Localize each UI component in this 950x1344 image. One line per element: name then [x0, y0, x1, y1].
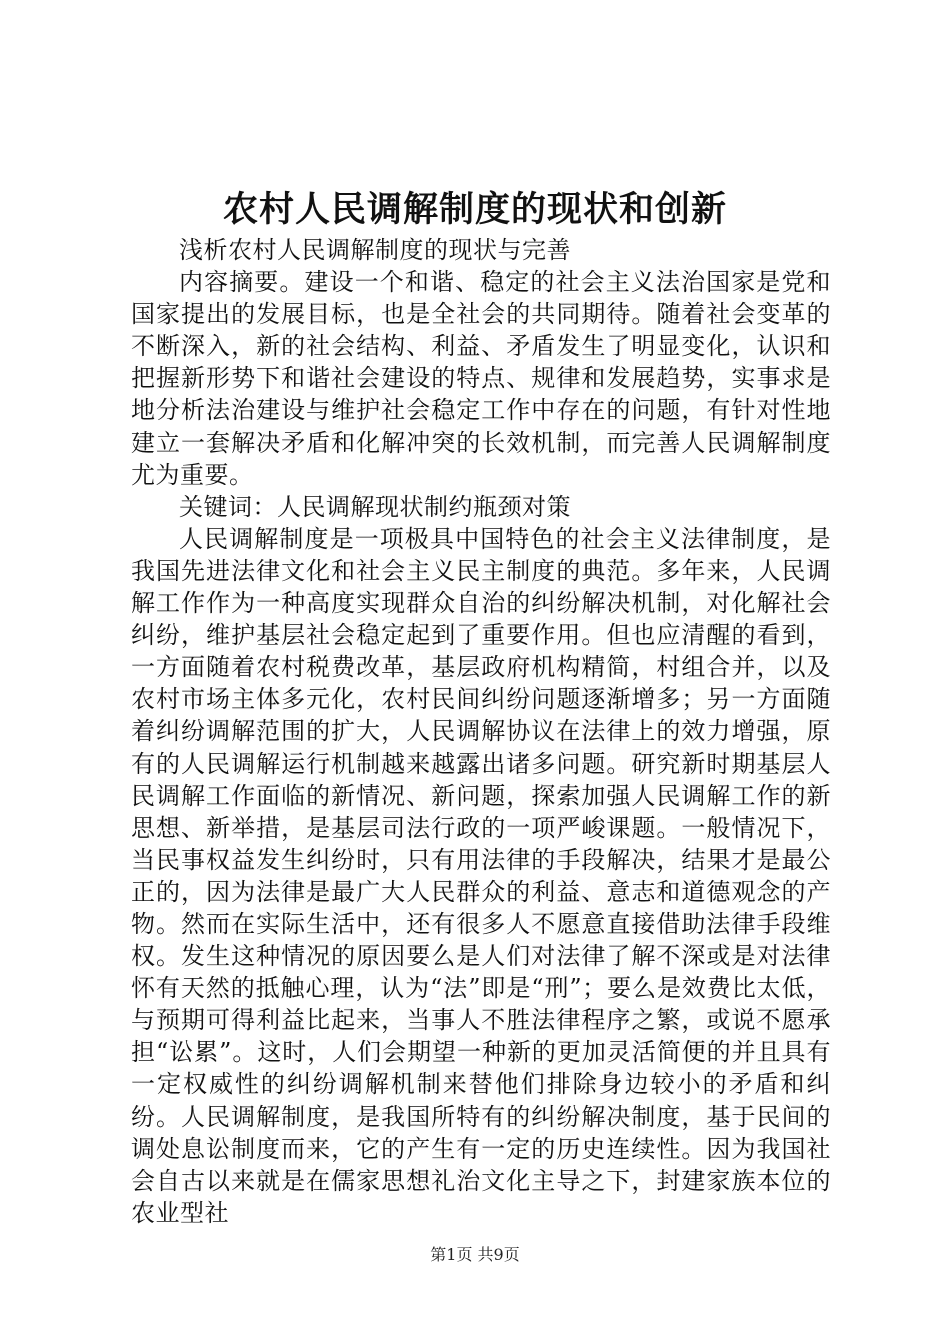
page-number-footer: 第1页 共9页 — [430, 1245, 520, 1264]
abstract-paragraph: 内容摘要。建设一个和谐、稳定的社会主义法治国家是党和国家提出的发展目标，也是全社会的共同期待。随着社会变革的不断深入，新的社会结构、利益、矛盾发生了明显变化，认识和把握新形势下和谐社会建设的特点、规律和发展趋势，实事求是地分析法治建设与维护社会稳定工作中存在的问题，有针对性地建立一套解决矛盾和化解冲突的长效机制，而完善人民调解制度尤为重要。 — [131, 268, 831, 489]
subtitle-paragraph: 浅析农村人民调解制度的现状与完善 — [179, 236, 571, 264]
body-paragraph: 人民调解制度是一项极具中国特色的社会主义法律制度，是我国先进法律文化和社会主义民主制度的典范。多年来，人民调解工作作为一种高度实现群众自治的纠纷解决机制，对化解社会纠纷，维护基层社会稳定起到了重要作用。但也应清醒的看到，一方面随着农村税费改革，基层政府机构精简，村组合并，以及农村市场主体多元化，农村民间纠纷问题逐渐增多；另一方面随着纠纷调解范围的扩大，人民调解协议在法律上的效力增强，原有的人民调解运行机制越来越露出诸多问题。研究新时期基层人民调解工作面临的新情况、新问题，探索加强人民调解工作的新思想、新举措，是基层司法行政的一项严峻课题。一般情况下，当民事权益发生纠纷时，只有用法律的手段解决，结果才是最公正的，因为法律是最广大人民群众的利益、意志和道德观念的产物。然而在实际生活中，还有很多人不愿意直接借助法律手段维权。发生这种情况的原因要么是人们对法律了解不深或是对法律怀有天然的抵触心理，认为“法”即是“刑”；要么是效费比太低，与预期可得利益比起来，当事人不胜法律程序之繁，或说不愿承担“讼累”。这时，人们会期望一种新的更加灵活简便的并且具有一定权威性的纠纷调解机制来替他们排除身边较小的矛盾和纠纷。人民调解制度，是我国所特有的纠纷解决制度，基于民间的调处息讼制度而来，它的产生有一定的历史连续性。因为我国社会自古以来就是在儒家思想礼治文化主导之下，封建家族本位的农业型社 — [131, 524, 831, 1227]
keywords-paragraph: 关键词：人民调解现状制约瓶颈对策 — [179, 492, 571, 521]
document-title: 农村人民调解制度的现状和创新 — [222, 189, 727, 230]
document-body — [131, 234, 831, 1229]
